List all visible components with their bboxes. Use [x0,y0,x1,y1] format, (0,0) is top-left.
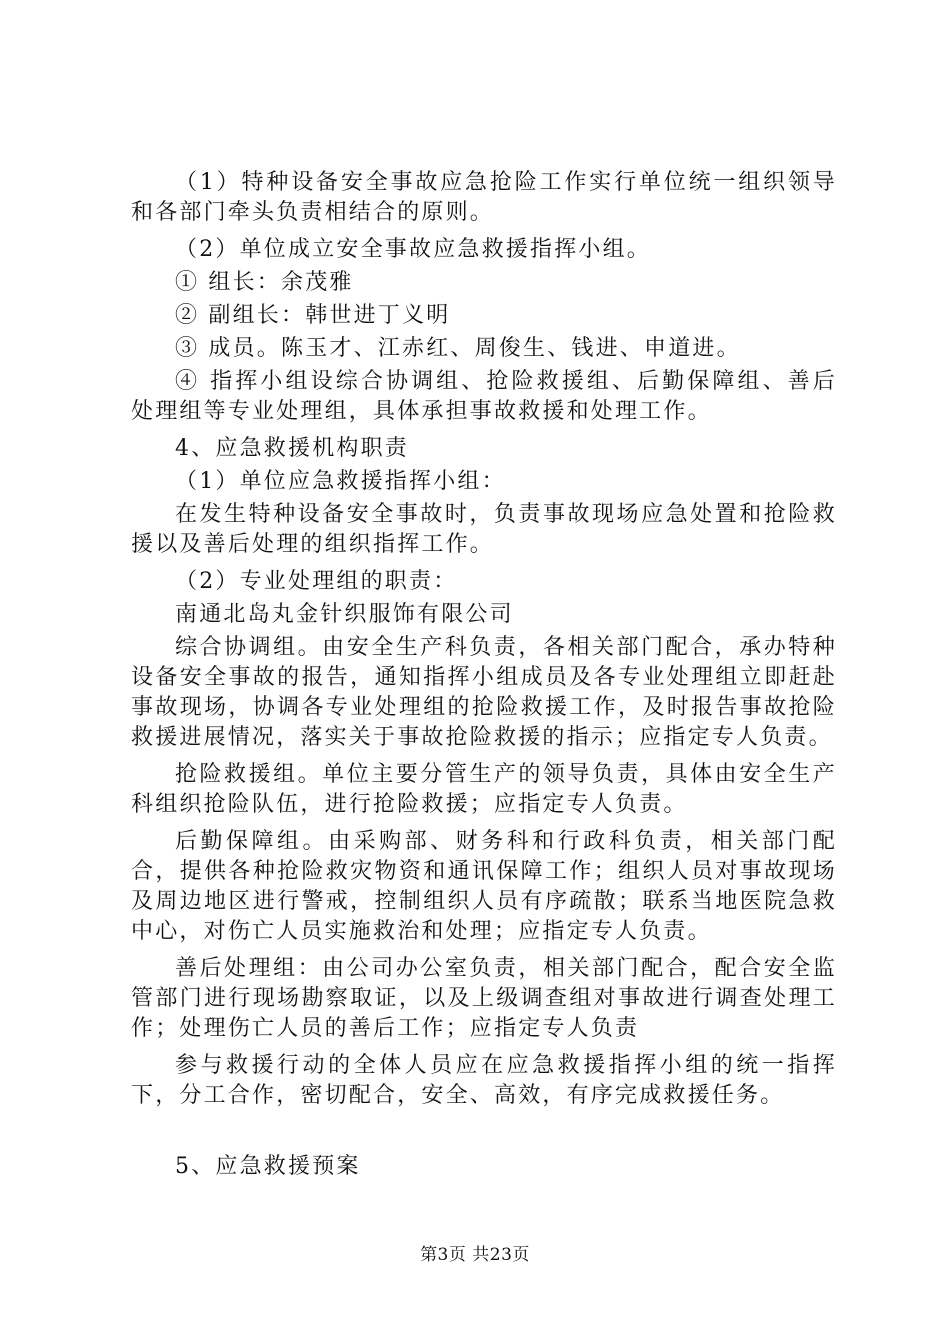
paragraph-logistics-group: 后勤保障组。由采购部、财务科和行政科负责，相关部门配合，提供各种抢险救灾物资和通讯保障工作；组织人员对事故现场及周边地区进行警戒，控制组织人员有序疏散；联系当地医院急救中心，对伤亡人员实施救治和处理；应指定专人负责。 [131,829,837,944]
paragraph-members: ③ 成员。陈玉才、江赤红、周俊生、钱进、申道进。 [175,336,741,361]
paragraph-rescue-group: 抢险救援组。单位主要分管生产的领导负责，具体由安全生产科组织抢险队伍，进行抢险救援；应指定专人负责。 [131,762,837,817]
section-heading-5: 5、应急救援预案 [175,1154,361,1179]
paragraph-company-name: 南通北岛丸金针织服饰有限公司 [175,602,514,627]
paragraph-aftermath-group: 善后处理组：由公司办公室负责，相关部门配合，配合安全监管部门进行现场勘察取证，以及上级调查组对事故进行调查处理工作；处理伤亡人员的善后工作；应指定专人负责 [131,956,837,1041]
paragraph-coordination-group: 综合协调组。由安全生产科负责，各相关部门配合，承办特种设备安全事故的报告，通知指挥小组成员及各专业处理组立即赶赴事故现场，协调各专业处理组的抢险救援工作，及时报告事故抢险救援进展情况，落实关于事故抢险救援的指示；应指定专人负责。 [131,635,837,750]
section-heading-4: 4、应急救援机构职责 [175,436,409,461]
paragraph-leader: ① 组长：余茂雅 [175,270,354,295]
document-body [131,168,837,1189]
paragraph-principle: （1）特种设备安全事故应急抢险工作实行单位统一组织领导和各部门牵头负责相结合的原则。 [131,170,837,225]
paragraph-gap [131,1118,837,1152]
paragraph-professional-duty-heading: （2）专业处理组的职责： [175,569,458,594]
paragraph-command-duty-heading: （1）单位应急救援指挥小组： [175,469,506,494]
page-footer: 第3页 共23页 [420,1245,530,1265]
paragraph-sub-groups: ④ 指挥小组设综合协调组、抢险救援组、后勤保障组、善后处理组等专业处理组，具体承担事故救援和处理工作。 [131,369,837,424]
paragraph-command-group: （2）单位成立安全事故应急救援指挥小组。 [175,237,651,262]
paragraph-all-personnel: 参与救援行动的全体人员应在应急救援指挥小组的统一指挥下，分工合作，密切配合，安全、高效，有序完成救援任务。 [131,1053,837,1108]
paragraph-deputy-leader: ② 副组长：韩世进丁义明 [175,303,451,328]
paragraph-command-duty: 在发生特种设备安全事故时，负责事故现场应急处置和抢险救援以及善后处理的组织指挥工作。 [131,502,837,557]
